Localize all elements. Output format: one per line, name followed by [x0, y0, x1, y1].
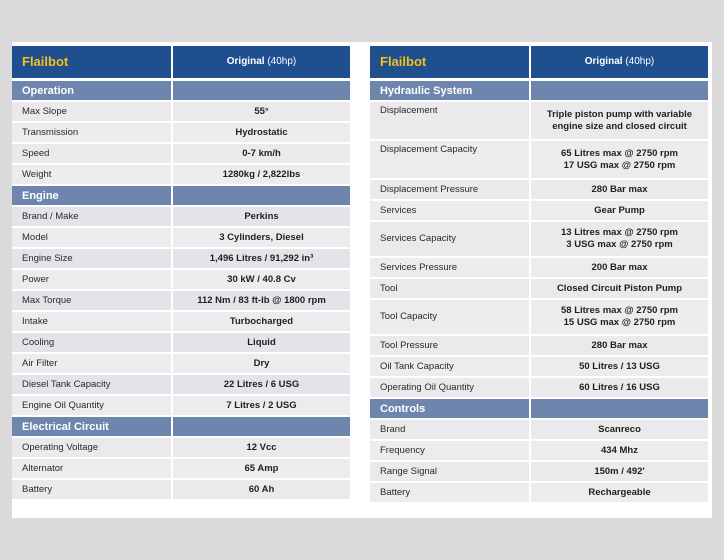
right-spec-table: [370, 46, 708, 504]
row-label: Engine Oil Quantity: [12, 395, 172, 416]
row-value: [530, 140, 708, 179]
table-row: [12, 269, 350, 290]
value-line: 60 Ah: [248, 483, 275, 495]
row-label: Services Capacity: [370, 221, 530, 257]
value-line: Hydrostatic: [235, 126, 288, 138]
table-row: [12, 101, 350, 122]
row-label: Services Pressure: [370, 257, 530, 278]
row-label: Model: [12, 227, 172, 248]
value-line: 65 Litres max @ 2750 rpm: [561, 147, 678, 159]
row-value: [172, 290, 350, 311]
table-row: [12, 458, 350, 479]
row-value: [172, 122, 350, 143]
row-value: [172, 101, 350, 122]
row-label: Alternator: [12, 458, 172, 479]
table-row: [370, 140, 708, 179]
row-value: [172, 458, 350, 479]
value-line: 17 USG max @ 2750 rpm: [563, 159, 676, 171]
row-label: Brand: [370, 419, 530, 440]
row-label: Tool: [370, 278, 530, 299]
row-value: [172, 353, 350, 374]
table-row: [12, 143, 350, 164]
table-row: [370, 278, 708, 299]
value-line: 15 USG max @ 2750 rpm: [563, 317, 676, 328]
section-header: [370, 80, 708, 102]
row-label: Speed: [12, 143, 172, 164]
value-line: Liquid: [247, 336, 276, 348]
row-label: Displacement Pressure: [370, 179, 530, 200]
section-blank: [172, 80, 350, 102]
value-line: 112 Nm / 83 ft-lb @ 1800 rpm: [197, 294, 326, 306]
model-name: Original: [226, 56, 265, 67]
table-row: [12, 311, 350, 332]
table-row: [12, 122, 350, 143]
row-value: [530, 200, 708, 221]
row-value: [172, 248, 350, 269]
row-value: [530, 356, 708, 377]
table-row: [370, 299, 708, 335]
row-label: Diesel Tank Capacity: [12, 374, 172, 395]
row-value: [530, 482, 708, 503]
row-label: Power: [12, 269, 172, 290]
value-line: 50 Litres / 13 USG: [579, 360, 660, 372]
value-line: Scanreco: [598, 423, 641, 435]
value-line: 3 Cylinders, Diesel: [219, 231, 304, 243]
value-line: 0-7 km/h: [242, 147, 281, 159]
table-header: [12, 46, 350, 80]
row-value: [530, 335, 708, 356]
table-row: [12, 479, 350, 500]
row-value: [530, 257, 708, 278]
value-line: 200 Bar max: [591, 261, 648, 273]
table-row: [12, 290, 350, 311]
value-line: 60 Litres / 16 USG: [579, 381, 660, 393]
section-header: [12, 416, 350, 437]
value-line: Perkins: [244, 210, 279, 222]
table-row: [370, 461, 708, 482]
section-title: Operation: [12, 80, 172, 102]
table-row: [12, 227, 350, 248]
row-label: Weight: [12, 164, 172, 185]
row-value: [172, 164, 350, 185]
row-label: Range Signal: [370, 461, 530, 482]
row-value: [530, 221, 708, 257]
table-row: [12, 437, 350, 458]
brand-name: Flailbot: [370, 46, 530, 80]
value-line: 280 Bar max: [591, 183, 648, 195]
table-row: [12, 206, 350, 227]
value-line: Triple piston pump with variable: [546, 108, 693, 120]
value-line: 7 Litres / 2 USG: [226, 399, 297, 411]
row-label: Battery: [370, 482, 530, 503]
model-hp: (40hp): [267, 56, 297, 67]
row-label: Displacement Capacity: [370, 140, 530, 179]
row-label: Services: [370, 200, 530, 221]
row-label: Max Torque: [12, 290, 172, 311]
table-row: [12, 374, 350, 395]
value-line: Rechargeable: [588, 486, 651, 498]
row-label: Tool Pressure: [370, 335, 530, 356]
value-line: 58 Litres max @ 2750 rpm: [561, 305, 678, 316]
row-value: [172, 437, 350, 458]
row-value: [172, 206, 350, 227]
row-value: [530, 461, 708, 482]
model-name: Original: [584, 56, 623, 67]
row-value: [172, 332, 350, 353]
row-label: Operating Voltage: [12, 437, 172, 458]
row-value: [530, 377, 708, 398]
section-blank: [172, 185, 350, 206]
section-title: Electrical Circuit: [12, 416, 172, 437]
row-label: Air Filter: [12, 353, 172, 374]
row-label: Cooling: [12, 332, 172, 353]
value-line: 280 Bar max: [591, 339, 648, 351]
value-line: Gear Pump: [594, 204, 645, 216]
row-value: [530, 299, 708, 335]
table-row: [12, 353, 350, 374]
table-row: [12, 332, 350, 353]
table-row: [370, 179, 708, 200]
table-row: [12, 395, 350, 416]
model-heading: [530, 46, 708, 80]
row-label: Intake: [12, 311, 172, 332]
spec-sheet: [12, 42, 712, 518]
row-value: [172, 374, 350, 395]
section-blank: [530, 398, 708, 419]
row-value: [530, 440, 708, 461]
model-hp: (40hp): [625, 56, 655, 67]
value-line: 150m / 492': [594, 465, 645, 477]
row-label: Tool Capacity: [370, 299, 530, 335]
table-row: [370, 257, 708, 278]
table-row: [370, 482, 708, 503]
section-title: Engine: [12, 185, 172, 206]
value-line: Closed Circuit Piston Pump: [556, 282, 683, 294]
row-value: [172, 143, 350, 164]
table-row: [370, 101, 708, 140]
row-value: [172, 311, 350, 332]
table-row: [370, 200, 708, 221]
value-line: 434 Mhz: [601, 444, 638, 456]
table-row: [12, 164, 350, 185]
value-line: 65 Amp: [244, 462, 279, 474]
left-spec-table: [12, 46, 350, 501]
brand-name: Flailbot: [12, 46, 172, 80]
value-line: 22 Litres / 6 USG: [223, 378, 300, 390]
row-label: Operating Oil Quantity: [370, 377, 530, 398]
row-label: Engine Size: [12, 248, 172, 269]
row-value: [530, 419, 708, 440]
row-value: [172, 227, 350, 248]
row-label: Displacement: [370, 101, 530, 140]
value-line: 30 kW / 40.8 Cv: [227, 273, 296, 285]
row-label: Battery: [12, 479, 172, 500]
value-line: Turbocharged: [229, 315, 294, 327]
table-row: [370, 377, 708, 398]
value-line: 55°: [254, 105, 269, 117]
table-row: [370, 419, 708, 440]
row-value: [172, 479, 350, 500]
value-line: 3 USG max @ 2750 rpm: [566, 239, 673, 250]
section-header: [12, 185, 350, 206]
section-header: [370, 398, 708, 419]
table-row: [370, 356, 708, 377]
table-header: [370, 46, 708, 80]
value-line: 1280kg / 2,822lbs: [222, 168, 301, 180]
table-row: [370, 440, 708, 461]
row-value: [530, 101, 708, 140]
row-label: Oil Tank Capacity: [370, 356, 530, 377]
row-value: [530, 278, 708, 299]
row-label: Frequency: [370, 440, 530, 461]
value-line: 13 Litres max @ 2750 rpm: [561, 227, 678, 238]
section-blank: [172, 416, 350, 437]
section-title: Controls: [370, 398, 530, 419]
section-header: [12, 80, 350, 102]
value-line: engine size and closed circuit: [552, 120, 687, 132]
section-title: Hydraulic System: [370, 80, 530, 102]
row-label: Brand / Make: [12, 206, 172, 227]
value-line: Dry: [253, 357, 270, 369]
table-row: [12, 248, 350, 269]
section-blank: [530, 80, 708, 102]
row-label: Transmission: [12, 122, 172, 143]
model-heading: [172, 46, 350, 80]
value-line: 12 Vcc: [246, 441, 277, 453]
table-row: [370, 221, 708, 257]
row-label: Max Slope: [12, 101, 172, 122]
table-row: [370, 335, 708, 356]
row-value: [172, 269, 350, 290]
row-value: [172, 395, 350, 416]
value-line: 1,496 Litres / 91,292 in³: [209, 252, 314, 264]
row-value: [530, 179, 708, 200]
